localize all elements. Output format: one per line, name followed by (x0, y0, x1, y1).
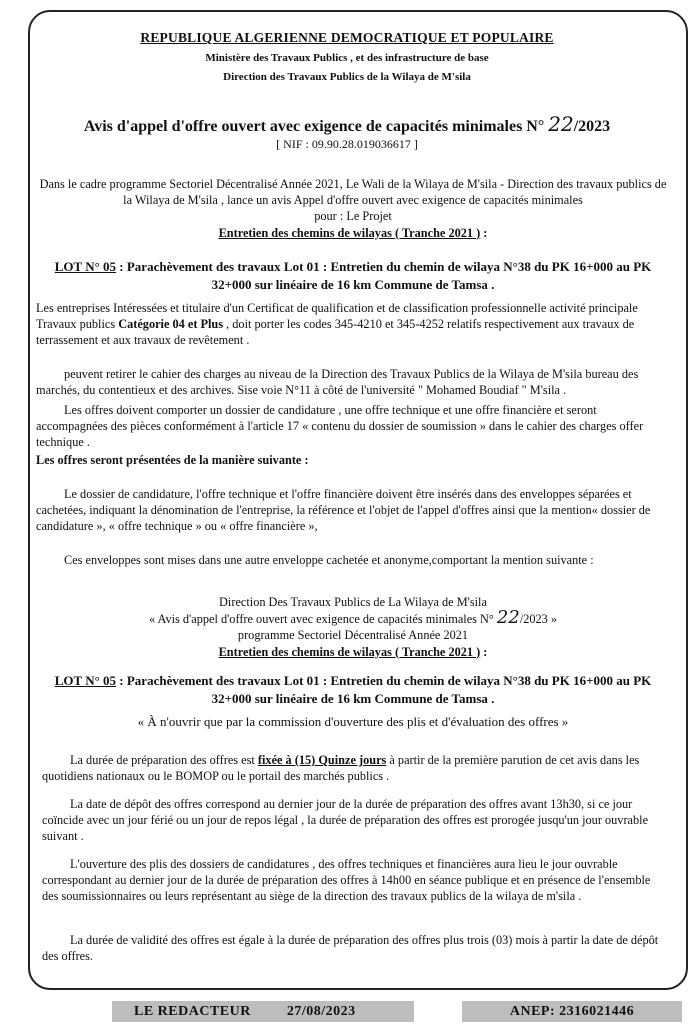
deposit-paragraph: La date de dépôt des offres correspond au dernier jour de la durée de préparation des offres avant 13h30, si ce jour coïncide avec un jour férié ou un jour de repos légal , la durée de préparation des offres est prorogée jusqu'un jour ouvrable suivant . (42, 797, 649, 844)
envelope-lot (36, 672, 670, 708)
envelope-project-suffix: : (480, 644, 488, 659)
presentation-paragraph: Le dossier de candidature, l'offre technique et l'offre financière doivent être insérés dans des enveloppes séparées et cachetées, indiquant la dénomination de l'entreprise, la référence et l'objet de l'appel d'offres ainsi que la mention« dossier de candidature », « offre technique » ou « offre financière », (36, 487, 651, 534)
envelope-line1: Direction Des Travaux Publics de La Wilaya de M'sila (219, 595, 487, 609)
eligibility-text-2: , doit porter les codes 345-4210 et 345-4252 relatifs respectivement aux travaux de terrassement et aux travaux de revêtement . (36, 317, 635, 348)
notice-title (0, 112, 694, 136)
footer-redactor-bar (112, 1001, 414, 1022)
duration-text-2: à partir de la première parution de cet avis dans les quotidiens nationaux ou le BOMOP ou le portail des marchés publics . (42, 753, 640, 784)
duration-paragraph (42, 752, 664, 784)
envelope-label (60, 594, 646, 660)
duration-text-1: La durée de préparation des offres est (70, 753, 258, 767)
lot-text: : Parachèvement des travaux Lot 01 : Entretien du chemin de wilaya N°38 du PK 16+000 au PK 32+000 sur linéaire de 16 km Commune de Tamsa . (116, 259, 652, 292)
validity-paragraph: La durée de validité des offres est égale à la durée de préparation des offres plus trois (03) mois à partir la date de dépôt des offres. (42, 933, 659, 964)
footer-date: 27/08/2023 (286, 1004, 356, 1019)
project-name-suffix: : (480, 225, 488, 240)
intro-block (36, 176, 670, 241)
withdrawal-paragraph: peuvent retirer le cahier des charges au niveau de la Direction des Travaux Publics de la Wilaya de M'sila bureau des marchés, du contentieux et des archives. Sise voie N°11 à côté de l'université " Mohamed Boudiaf " M'sila . (36, 367, 639, 398)
envelope-note: « À n'ouvrir que par la commission d'ouverture des plis et d'évaluation des offres » (137, 714, 569, 729)
envelope-line2 (60, 607, 646, 629)
footer-redactor: LE REDACTEUR (134, 1004, 251, 1019)
contents-paragraph: Les offres doivent comporter un dossier de candidature , une offre technique et une offre financière et seront accompagnées des pièces conformément à l'article 17 « contenu du dossier de soumission » dans le cahier des charges offer technique . (36, 403, 644, 450)
eligibility-category: Catégorie 04 et Plus (118, 317, 224, 332)
project-name-text: Entretien des chemins de wilayas ( Tranche 2021 ) (218, 225, 481, 240)
ministry-heading: Ministère des Travaux Publics , et des infrastructure de base (205, 52, 489, 64)
nif-line: [ NIF : 09.90.28.019036617 ] (276, 137, 418, 151)
envelope-lot-text: : Parachèvement des travaux Lot 01 : Entretien du chemin de wilaya N°38 du PK 16+000 au PK 32+000 sur linéaire de 16 km Commune de Tamsa . (116, 673, 652, 706)
project-name (36, 225, 670, 241)
lot-block (40, 258, 666, 294)
direction-heading: Direction des Travaux Publics de la Wilaya de M'sila (223, 71, 471, 83)
intro-text: Dans le cadre programme Sectoriel Décentralisé Année 2021, Le Wali de la Wilaya de M'sila - Direction des travaux publics de la Wilaya de M'sila , lance un avis Appel d'offre ouvert avec exigence de capacités minimales (39, 177, 667, 208)
notice-year: /2023 (573, 118, 611, 135)
footer-anep: ANEP: 2316021446 (462, 1001, 682, 1022)
presentation-heading: Les offres seront présentées de la manière suivante : (36, 453, 309, 467)
envelope-lot-label: LOT N° 05 (54, 673, 117, 688)
envelope-line3: programme Sectoriel Décentralisé Année 2021 (237, 628, 469, 643)
notice-title-text: Avis d'appel d'offre ouvert avec exigence de capacités minimales N° (83, 118, 545, 135)
envelope-line2-text: « Avis d'appel d'offre ouvert avec exigence de capacités minimales N° (148, 612, 494, 627)
republic-heading: REPUBLIQUE ALGERIENNE DEMOCRATIQUE ET POPULAIRE (140, 30, 554, 45)
eligibility-text-1: Les entreprises Intéressées et titulaire d'un Certificat de qualification et de classification professionnelle activité principale Travaux publics (36, 301, 638, 332)
envelope-project-text: Entretien des chemins de wilayas ( Tranche 2021 ) (218, 644, 481, 659)
notice-number: 22 (548, 112, 574, 136)
envelope-instruction: Ces enveloppes sont mises dans une autre enveloppe cachetée et anonyme,comportant la mention suivante : (64, 553, 594, 567)
opening-paragraph: L'ouverture des plis des dossiers de candidatures , des offres techniques et financières aura lieu le jour ouvrable correspondant au dernier jour de la durée de préparation des offres à 14h00 en séance publique et en présence de l'ensemble des soumissionnaires ou leurs représentant au siège de la direction des travaux publics de la wilaya de m'sila . (42, 857, 651, 904)
intro-pour: pour : Le Projet (314, 209, 392, 224)
envelope-project (60, 644, 646, 660)
eligibility-paragraph (36, 300, 670, 349)
duration-bold: fixée à (15) Quinze jours (257, 753, 387, 767)
lot-label: LOT N° 05 (54, 259, 117, 274)
envelope-number: 22 (496, 607, 520, 629)
envelope-line2-suffix: /2023 » (519, 612, 558, 627)
